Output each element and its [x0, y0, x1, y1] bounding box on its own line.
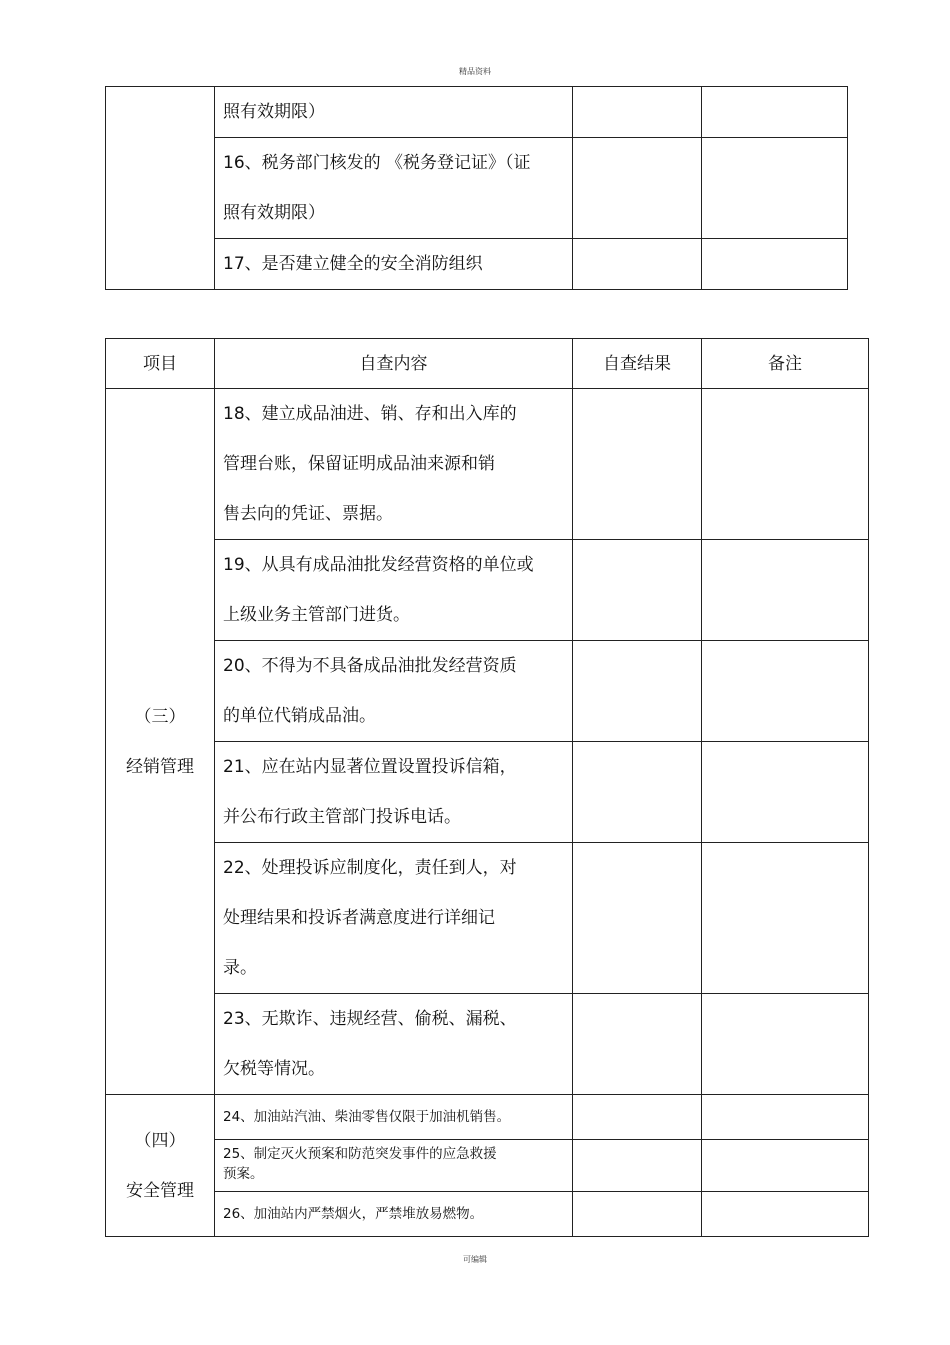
section-label-safety [106, 1095, 215, 1237]
result-cell[interactable] [573, 239, 702, 290]
content-line: 19、从具有成品油批发经营资格的单位或 [223, 555, 534, 575]
content-line [215, 1140, 572, 1190]
content-line: 管理台账，保留证明成品油来源和销 [223, 454, 495, 474]
project-cell [106, 87, 215, 290]
result-cell[interactable] [573, 389, 702, 540]
result-cell[interactable] [573, 1095, 702, 1140]
content-cell [215, 843, 573, 994]
content-line: 并公布行政主管部门投诉电话。 [223, 807, 461, 827]
table-row [106, 994, 869, 1095]
content-line: 的单位代销成品油。 [223, 706, 376, 726]
checklist-table-continued [105, 86, 848, 290]
section-title: 安全管理 [126, 1180, 194, 1201]
remark-cell[interactable] [702, 87, 848, 138]
content-line: 17、是否建立健全的安全消防组织 [223, 254, 483, 274]
content-cell [215, 239, 573, 290]
result-cell[interactable] [573, 843, 702, 994]
content-line: 录。 [223, 958, 257, 978]
content-line: 24、加油站汽油、柴油零售仅限于加油机销售。 [223, 1109, 511, 1125]
remark-cell[interactable] [702, 389, 869, 540]
content-cell [215, 1140, 573, 1192]
content-line: 20、不得为不具备成品油批发经营资质 [223, 656, 517, 676]
content-line: 16、税务部门核发的 《税务登记证》（证 [223, 153, 531, 173]
section-number: （四） [134, 1130, 186, 1151]
result-cell[interactable] [573, 994, 702, 1095]
content-cell [215, 994, 573, 1095]
table-row [106, 138, 848, 239]
content-cell [215, 389, 573, 540]
table-row [106, 540, 869, 641]
remark-cell[interactable] [702, 1095, 869, 1140]
content-cell [215, 87, 573, 138]
table-row [106, 1140, 869, 1192]
content-line: 21、应在站内显著位置设置投诉信箱， [223, 757, 517, 777]
remark-cell[interactable] [702, 1140, 869, 1192]
content-line: 售去向的凭证、票据。 [223, 504, 393, 524]
content-line: 23、无欺诈、违规经营、偷税、漏税、 [223, 1009, 517, 1029]
remark-cell[interactable] [702, 843, 869, 994]
remark-cell[interactable] [702, 641, 869, 742]
content-line: 上级业务主管部门进货。 [223, 605, 410, 625]
content-line: 照有效期限） [223, 203, 325, 223]
table-row [106, 239, 848, 290]
section-title: 经销管理 [126, 756, 194, 777]
table-row [106, 641, 869, 742]
content-line-1: 25、制定灭火预案和防范突发事件的应急救援 [223, 1146, 497, 1162]
remark-cell[interactable] [702, 1192, 869, 1237]
content-line: 处理结果和投诉者满意度进行详细记 [223, 908, 495, 928]
content-cell [215, 1095, 573, 1140]
content-cell [215, 1192, 573, 1237]
content-line: 照有效期限） [223, 102, 325, 122]
remark-cell[interactable] [702, 138, 848, 239]
result-cell[interactable] [573, 138, 702, 239]
table-row [106, 87, 848, 138]
table-row [106, 1192, 869, 1237]
result-cell[interactable] [573, 87, 702, 138]
content-line: 18、建立成品油进、销、存和出入库的 [223, 404, 517, 424]
section-number: （三） [134, 706, 186, 727]
content-cell [215, 138, 573, 239]
header-row [106, 339, 869, 389]
page-footer: 可编辑 [463, 1255, 487, 1264]
remark-cell[interactable] [702, 239, 848, 290]
content-cell [215, 641, 573, 742]
result-cell[interactable] [573, 641, 702, 742]
table-row [106, 843, 869, 994]
checklist-table [105, 338, 869, 1237]
header-result: 自查结果 [573, 339, 702, 389]
table-row [106, 742, 869, 843]
content-cell [215, 742, 573, 843]
content-line: 26、加油站内严禁烟火，严禁堆放易燃物。 [223, 1206, 484, 1222]
result-cell[interactable] [573, 1140, 702, 1192]
result-cell[interactable] [573, 1192, 702, 1237]
content-cell [215, 540, 573, 641]
header-content: 自查内容 [215, 339, 573, 389]
table-row [106, 1095, 869, 1140]
header-remark: 备注 [702, 339, 869, 389]
header-project: 项目 [106, 339, 215, 389]
remark-cell[interactable] [702, 742, 869, 843]
result-cell[interactable] [573, 540, 702, 641]
content-line-2: 预案。 [223, 1166, 264, 1182]
result-cell[interactable] [573, 742, 702, 843]
content-line: 22、处理投诉应制度化，责任到人，对 [223, 858, 517, 878]
content-line: 欠税等情况。 [223, 1059, 325, 1079]
remark-cell[interactable] [702, 540, 869, 641]
section-label-distribution [106, 389, 215, 1095]
remark-cell[interactable] [702, 994, 869, 1095]
table-row [106, 389, 869, 540]
page-header: 精品资料 [459, 67, 491, 76]
